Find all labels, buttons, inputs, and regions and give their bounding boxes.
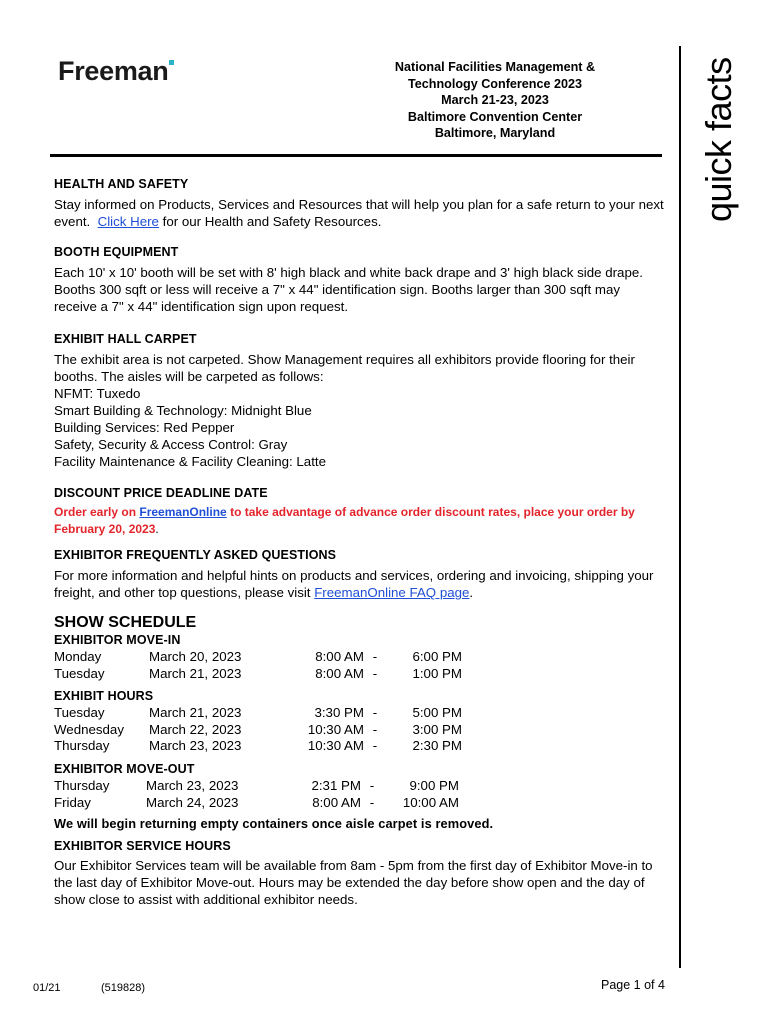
carpet-item: NFMT: Tuxedo — [54, 386, 141, 401]
day: Tuesday — [54, 665, 105, 681]
conference-line: Baltimore, Maryland — [434, 126, 556, 140]
health-safety-section — [54, 176, 664, 230]
separator: - — [372, 738, 378, 754]
discount-pre: Order early on — [54, 505, 140, 519]
moveout-table — [54, 778, 459, 811]
start-time: 10:30 AM — [307, 738, 364, 754]
section-heading: DISCOUNT PRICE DEADLINE DATE — [54, 486, 268, 500]
carpet-item: Facility Maintenance & Facility Cleaning: Latte — [54, 454, 326, 469]
side-title — [680, 40, 760, 230]
separator: - — [372, 665, 378, 681]
discount-period: . — [155, 522, 159, 536]
day: Monday — [54, 649, 102, 664]
exhibit-hours-heading: EXHIBIT HOURS — [54, 689, 154, 704]
separator: - — [369, 794, 375, 810]
section-heading: EXHIBITOR FREQUENTLY ASKED QUESTIONS — [54, 548, 337, 562]
section-heading: EXHIBITOR SERVICE HOURS — [54, 839, 231, 853]
conference-line: Baltimore Convention Center — [407, 109, 583, 124]
table-row — [54, 666, 462, 683]
separator: - — [372, 649, 378, 664]
conference-header — [340, 59, 650, 142]
movein-table — [54, 649, 462, 682]
date: March 24, 2023 — [146, 794, 239, 810]
section-heading: EXHIBIT HALL CARPET — [54, 332, 197, 346]
exhibit-hours-table — [54, 705, 462, 755]
carpet-item: Smart Building & Technology: Midnight Blue — [54, 403, 312, 418]
footer-code: 01/21 — [33, 982, 61, 994]
table-row — [54, 738, 462, 755]
show-schedule-section — [54, 614, 664, 832]
header-divider — [50, 154, 662, 157]
faq-end: . — [469, 585, 474, 600]
health-resources-link[interactable]: Click Here — [97, 214, 159, 229]
faq-text — [54, 567, 664, 601]
day: Thursday — [54, 777, 110, 793]
service-text: Our Exhibitor Services team will be available from 8am - 5pm from the first day of Exhibitor Move-in to the last day of Exhibitor Move-out. Hours may be extended the day before show open and the day of show close to assist with additional exhibitor needs. — [54, 858, 653, 907]
table-row — [54, 778, 459, 795]
discount-section — [54, 485, 664, 538]
start-time: 10:30 AM — [307, 721, 364, 737]
start-time: 8:00 AM — [315, 649, 364, 664]
health-text-1: Stay informed on Products, Services and Resources that will help you plan for a safe return to your next event. — [54, 197, 664, 229]
faq-section — [54, 547, 664, 601]
booth-equipment-section — [54, 244, 664, 315]
containers-note: We will begin returning empty containers once aisle carpet is removed. — [54, 816, 494, 832]
discount-text — [54, 504, 664, 538]
end-time: 2:30 PM — [412, 738, 462, 754]
end-time: 6:00 PM — [412, 649, 462, 664]
health-text — [54, 196, 664, 230]
end-time: 5:00 PM — [412, 705, 462, 721]
end-time: 10:00 AM — [402, 794, 459, 810]
end-time: 3:00 PM — [412, 721, 462, 737]
table-row — [54, 722, 462, 739]
day: Thursday — [54, 738, 110, 754]
day: Friday — [54, 794, 91, 810]
start-time: 3:30 PM — [314, 705, 364, 721]
end-time: 9:00 PM — [409, 777, 459, 793]
end-time: 1:00 PM — [412, 665, 462, 681]
table-row — [54, 795, 459, 812]
date: March 20, 2023 — [149, 649, 242, 664]
day: Wednesday — [54, 721, 124, 737]
movein-heading: EXHIBITOR MOVE-IN — [54, 633, 181, 647]
separator: - — [369, 777, 375, 793]
separator: - — [372, 721, 378, 737]
table-row — [54, 649, 462, 666]
date: March 21, 2023 — [149, 705, 242, 721]
start-time: 8:00 AM — [312, 794, 361, 810]
conference-line: March 21-23, 2023 — [441, 93, 549, 107]
logo-accent-mark — [169, 60, 174, 65]
carpet-section — [54, 331, 664, 470]
section-heading: BOOTH EQUIPMENT — [54, 245, 179, 259]
start-time: 2:31 PM — [311, 777, 361, 793]
discount-post: to take advantage of advance order discount rates, place your order by February 20, 2023 — [54, 505, 635, 536]
logo-text: Freeman — [58, 56, 169, 86]
freeman-logo — [58, 56, 174, 87]
table-row — [54, 705, 462, 722]
faq-body: For more information and helpful hints on products and services, ordering and invoicing, shipping your freight, and other top questions, please visit — [54, 568, 654, 600]
section-heading: HEALTH AND SAFETY — [54, 177, 189, 191]
faq-page-link[interactable]: FreemanOnline FAQ page — [314, 585, 470, 600]
page-number: Page 1 of 4 — [601, 978, 665, 992]
health-text-2: for our Health and Safety Resources. — [158, 214, 382, 229]
moveout-heading: EXHIBITOR MOVE-OUT — [54, 761, 195, 776]
carpet-item: Safety, Security & Access Control: Gray — [54, 437, 288, 452]
carpet-item: Building Services: Red Pepper — [54, 420, 235, 435]
day: Tuesday — [54, 705, 105, 721]
schedule-heading: SHOW SCHEDULE — [54, 614, 197, 631]
date: March 23, 2023 — [149, 738, 242, 754]
carpet-intro: The exhibit area is not carpeted. Show Management requires all exhibitors provide flooring for their booths. The aisles will be carpeted as follows: — [54, 352, 635, 384]
start-time: 8:00 AM — [315, 665, 364, 681]
side-title-text: quick facts — [698, 57, 739, 222]
conference-line: National Facilities Management & — [394, 60, 596, 74]
separator: - — [372, 705, 378, 721]
conference-line: Technology Conference 2023 — [407, 76, 583, 91]
date: March 22, 2023 — [149, 721, 242, 737]
freemanonline-link[interactable]: FreemanOnline — [139, 505, 227, 519]
footer-id: (519828) — [101, 982, 146, 994]
booth-text: Each 10' x 10' booth will be set with 8' high black and white back drape and 3' high black side drape. Booths 300 sqft or less will receive a 7" x 44" identification sign. Booths larger than 300 sqft may receive a 7" x 44" identification sign upon request. — [54, 265, 643, 314]
service-hours-section — [54, 838, 664, 908]
date: March 21, 2023 — [149, 665, 242, 681]
date: March 23, 2023 — [146, 777, 239, 793]
